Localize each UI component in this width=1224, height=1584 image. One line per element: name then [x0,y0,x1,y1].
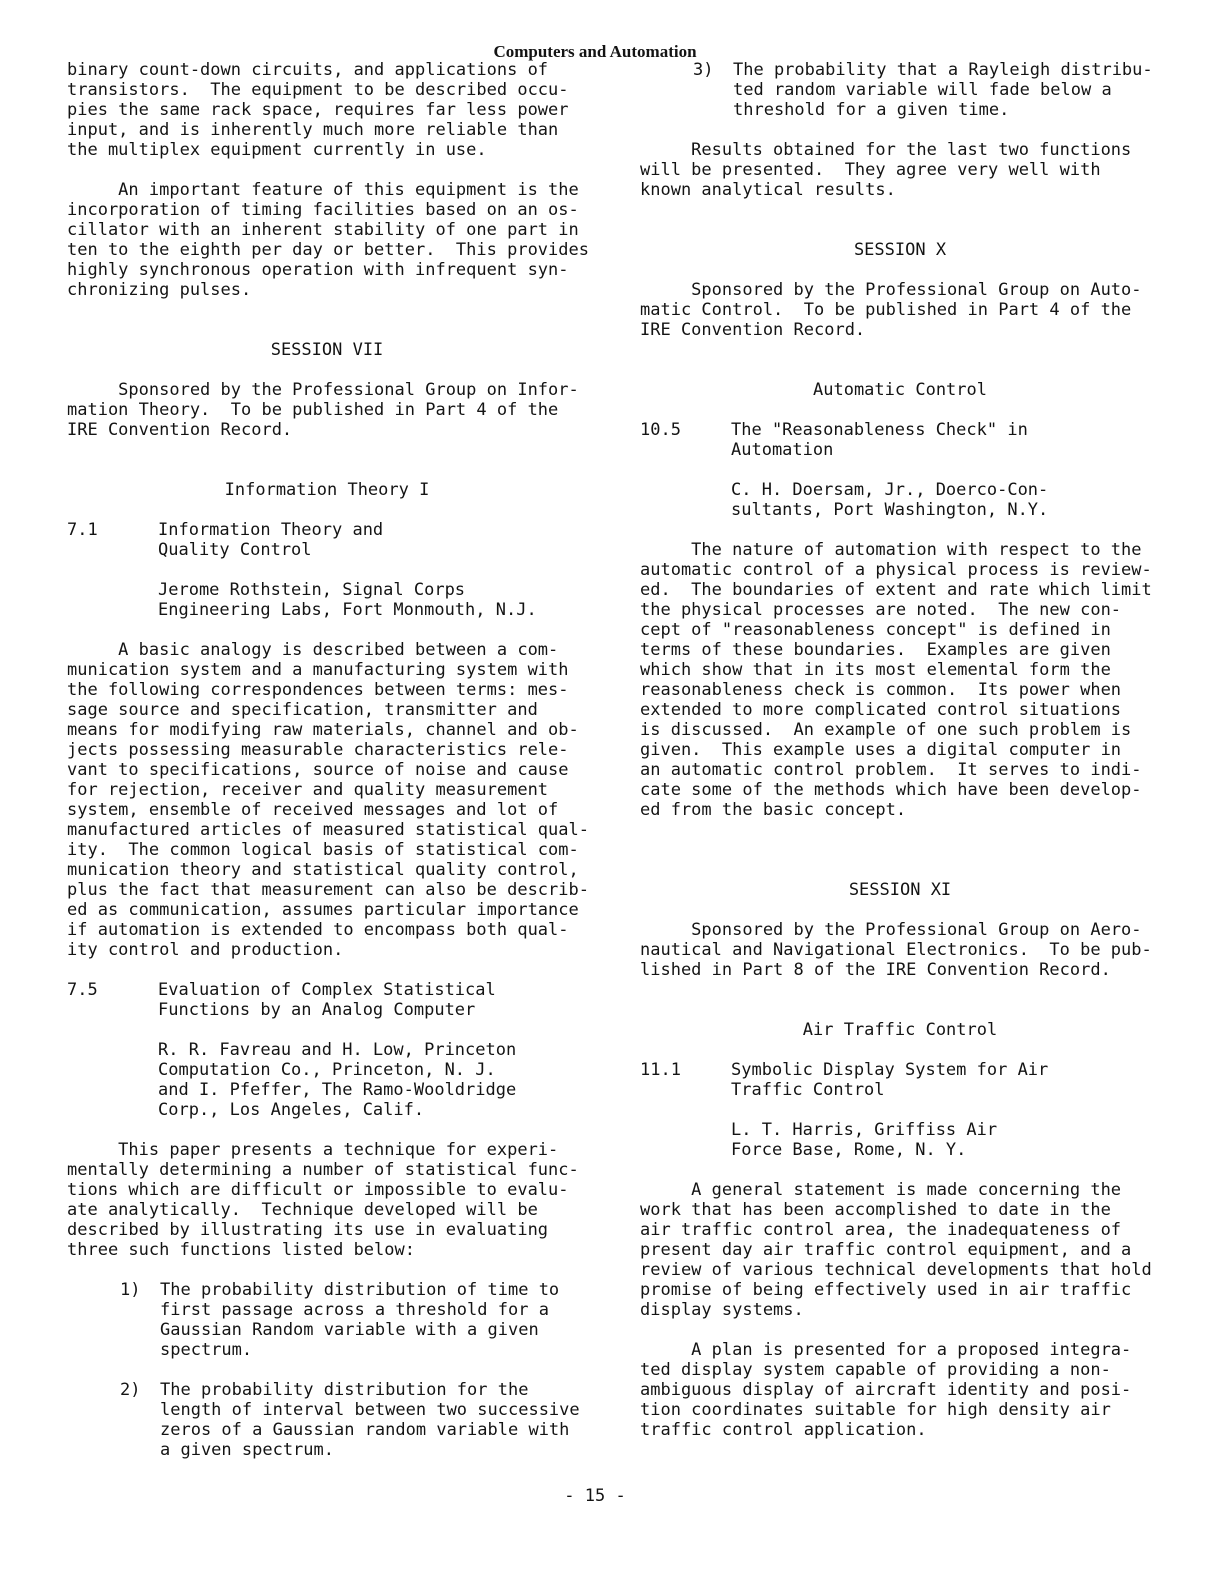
paper-7-1-abstract: A basic analogy is described between a com- munication system and a manufacturing system with the following correspondences between terms: mes- sage source and specification, transmitter and means for modifying raw materials, channel and ob- jects possessing measurable characteristics rele- vant to specifications, source of noise and cause for rejection, receiver and quality measurement system, ensemble of received messages and lot of manufactured articles of measured statistical qual- ity. The common logical basis of statistical com- munication theory and statistical quality control, plus the fact that measurement can also be describ- ed as communication, assumes particular importance if automation is extended to encompass both qual- ity control and production. [67,640,589,960]
paper-number: 7.5 [67,980,98,1000]
session-x-sponsor: Sponsored by the Professional Group on Auto- matic Control. To be published in Part 4 of the IRE Convention Record. [640,280,1142,340]
paper-10-5-abstract: The nature of automation with respect to the automatic control of a physical process is review- ed. The boundaries of extent and rate which limit the physical processes are noted. The new con- cept of "reasonableness concept" is defined in terms of these boundaries. Examples are given which show that in its most elemental form the reasonableness check is common. Its power when extended to more complicated control situations is discussed. An example of one such problem is given. This example uses a digital computer in an automatic control problem. It serves to indi- cate some of the methods which have been develop- ed from the basic concept. [640,540,1152,820]
right-column [640,60,1160,1440]
section-title-information-theory: Information Theory I [224,480,430,500]
feature-paragraph: An important feature of this equipment is the incorporation of timing facilities based on an os- cillator with an inherent stability of one part in ten to the eighth per day or better. This provides highly synchronous operation with infrequent syn- chronizing pulses. [67,180,589,300]
list-number: 2) [120,1380,141,1400]
list-item [67,1280,587,1360]
list-number: 1) [120,1280,141,1300]
paper-author: C. H. Doersam, Jr., Doerco-Con- sultants, Port Washington, N.Y. [731,480,1049,520]
paper-7-1 [67,520,587,620]
session-xi-sponsor: Sponsored by the Professional Group on Aero- nautical and Navigational Electronics. To be pub- lished in Part 8 of the IRE Convention Record. [640,920,1152,980]
paper-title: Evaluation of Complex Statistical Functions by an Analog Computer [158,980,496,1020]
paper-author: L. T. Harris, Griffiss Air Force Base, Rome, N. Y. [731,1120,998,1160]
section-title-automatic-control: Automatic Control [813,380,987,400]
paper-number: 11.1 [640,1060,681,1080]
list-text: The probability distribution of time to first passage across a threshold for a Gaussian Random variable with a given spectrum. [160,1280,560,1360]
paper-11-1-abstract-1: A general statement is made concerning the work that has been accomplished to date in the air traffic control area, the inadequateness of present day air traffic control equipment, and a review of various technical developments that hold promise of being effectively used in air traffic display systems. [640,1180,1152,1320]
list-item [67,1380,587,1460]
paper-11-1 [640,1060,1160,1160]
paper-author: R. R. Favreau and H. Low, Princeton Computation Co., Princeton, N. J. and I. Pfeffer, The Ramo-Wooldridge Corp., Los Angeles, Calif. [158,1040,517,1120]
session-xi-heading: SESSION XI [848,880,952,900]
session-vii-heading: SESSION VII [270,340,384,360]
paper-title: Information Theory and Quality Control [158,520,384,560]
paper-title: Symbolic Display System for Air Traffic Control [731,1060,1049,1100]
paper-title: The "Reasonableness Check" in Automation [731,420,1028,460]
paper-author: Jerome Rothstein, Signal Corps Engineering Labs, Fort Monmouth, N.J. [158,580,537,620]
list-number: 3) [693,60,714,80]
paper-7-5-abstract: This paper presents a technique for experi- mentally determining a number of statistical func- tions which are difficult or impossible to evalu- ate analytically. Technique developed will be described by illustrating its use in evaluating three such functions listed below: [67,1140,579,1260]
results-paragraph: Results obtained for the last two functions will be presented. They agree very well with known analytical results. [640,140,1132,200]
page-number: - 15 - [564,1486,626,1506]
paper-11-1-abstract-2: A plan is presented for a proposed integra- ted display system capable of providing a non- ambiguous display of aircraft identity and posi- tion coordinates suitable for high density air traffic control application. [640,1340,1132,1440]
session-vii-sponsor: Sponsored by the Professional Group on Infor- mation Theory. To be published in Part 4 of the IRE Convention Record. [67,380,579,440]
paper-number: 7.1 [67,520,98,540]
section-title-air-traffic-control: Air Traffic Control [802,1020,998,1040]
running-header: Computers and Automation [493,42,697,61]
session-x-heading: SESSION X [853,240,947,260]
list-text: The probability that a Rayleigh distribu- ted random variable will fade below a threshold for a given time. [733,60,1153,120]
list-text: The probability distribution for the length of interval between two successive zeros of a Gaussian random variable with a given spectrum. [160,1380,580,1460]
list-item [640,60,1160,120]
paper-number: 10.5 [640,420,681,440]
paper-10-5 [640,420,1160,520]
intro-paragraph: binary count-down circuits, and applications of transistors. The equipment to be described occu- pies the same rack space, requires far less power input, and is inherently much more reliable than the multiplex equipment currently in use. [67,60,569,160]
left-column [67,60,587,1460]
paper-7-5 [67,980,587,1120]
